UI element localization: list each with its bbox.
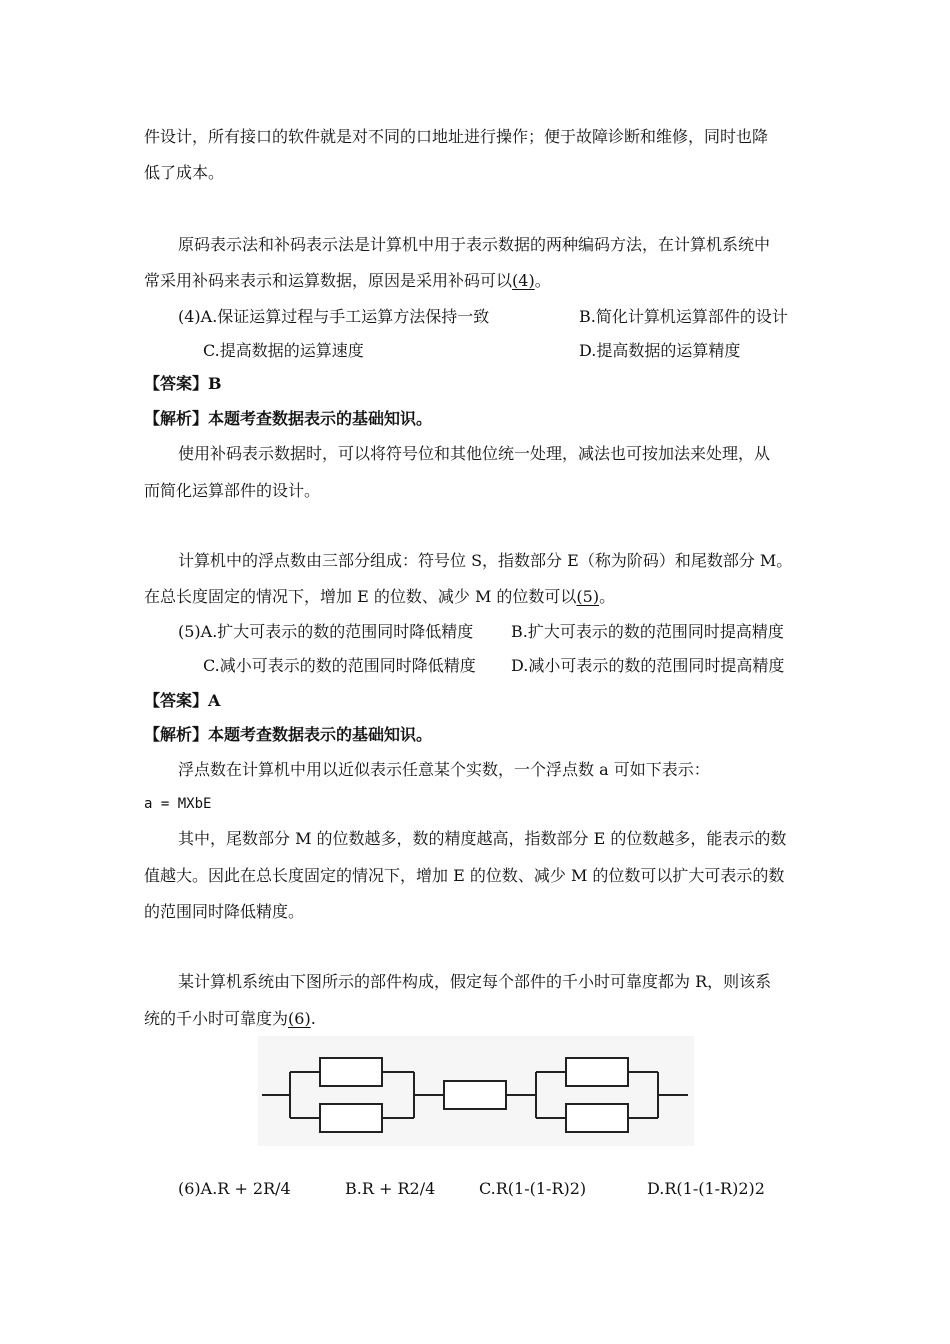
blank-5: (5) (576, 587, 600, 606)
question-4-stem-line2: 常采用补码来表示和运算数据，原因是采用补码可以(4)。 (144, 271, 551, 290)
paragraph-line: 件设计，所有接口的软件就是对不同的口地址进行操作；便于故障诊断和维修，同时也降 (144, 127, 769, 146)
option-4d: D.提高数据的运算精度 (579, 341, 741, 360)
blank-6: (6) (288, 1009, 311, 1028)
formula: a = MXbE (144, 796, 212, 812)
answer-5: 【答案】A (144, 691, 221, 710)
analysis-5-text: 值越大。因此在总长度固定的情况下，增加 E 的位数、减少 M 的位数可以扩大可表示的数 (144, 866, 785, 885)
answer-4: 【答案】B (144, 374, 222, 393)
option-4b: B.简化计算机运算部件的设计 (579, 307, 788, 326)
option-4c: C.提高数据的运算速度 (203, 341, 364, 360)
option-5a: (5)A.扩大可表示的数的范围同时降低精度 (178, 622, 474, 641)
paragraph-line: 低了成本。 (144, 163, 225, 182)
option-5c: C.减小可表示的数的范围同时降低精度 (203, 656, 476, 675)
component-block (566, 1104, 628, 1132)
option-6c: C.R(1-(1-R)2) (479, 1179, 587, 1198)
blank-4: (4) (512, 271, 535, 290)
analysis-4-text: 而简化运算部件的设计。 (144, 481, 321, 500)
analysis-5-text: 的范围同时降低精度。 (144, 902, 305, 921)
option-4a: (4)A.保证运算过程与手工运算方法保持一致 (178, 307, 490, 326)
question-5-stem: 计算机中的浮点数由三部分组成：符号位 S，指数部分 E（称为阶码）和尾数部分 M。 (178, 551, 793, 570)
analysis-5-title: 【解析】本题考查数据表示的基础知识。 (144, 725, 433, 744)
analysis-5-text: 其中，尾数部分 M 的位数越多，数的精度越高，指数部分 E 的位数越多，能表示的数 (178, 829, 787, 848)
analysis-4-title: 【解析】本题考查数据表示的基础知识。 (144, 409, 433, 428)
option-6a: (6)A.R + 2R/4 (178, 1179, 291, 1198)
question-4-stem: 原码表示法和补码表示法是计算机中用于表示数据的两种编码方法，在计算机系统中 (178, 235, 771, 254)
question-6-stem: 某计算机系统由下图所示的部件构成，假定每个部件的千小时可靠度都为 R，则该系 (178, 972, 772, 991)
option-5d: D.减小可表示的数的范围同时提高精度 (511, 656, 785, 675)
reliability-diagram (258, 1036, 694, 1146)
component-block (320, 1104, 382, 1132)
option-6d: D.R(1-(1-R)2)2 (647, 1179, 765, 1198)
option-6b: B.R + R2/4 (345, 1179, 436, 1198)
analysis-4-text: 使用补码表示数据时，可以将符号位和其他位统一处理，减法也可按加法来处理，从 (178, 444, 771, 463)
component-block (444, 1081, 506, 1109)
question-6-stem-line2: 统的千小时可靠度为(6). (144, 1009, 316, 1028)
analysis-5-text: 浮点数在计算机中用以近似表示任意某个实数，一个浮点数 a 可如下表示： (178, 760, 710, 779)
component-block (566, 1058, 628, 1086)
question-5-stem-line2: 在总长度固定的情况下，增加 E 的位数、减少 M 的位数可以(5)。 (144, 587, 616, 606)
component-block (320, 1058, 382, 1086)
option-5b: B.扩大可表示的数的范围同时提高精度 (511, 622, 784, 641)
